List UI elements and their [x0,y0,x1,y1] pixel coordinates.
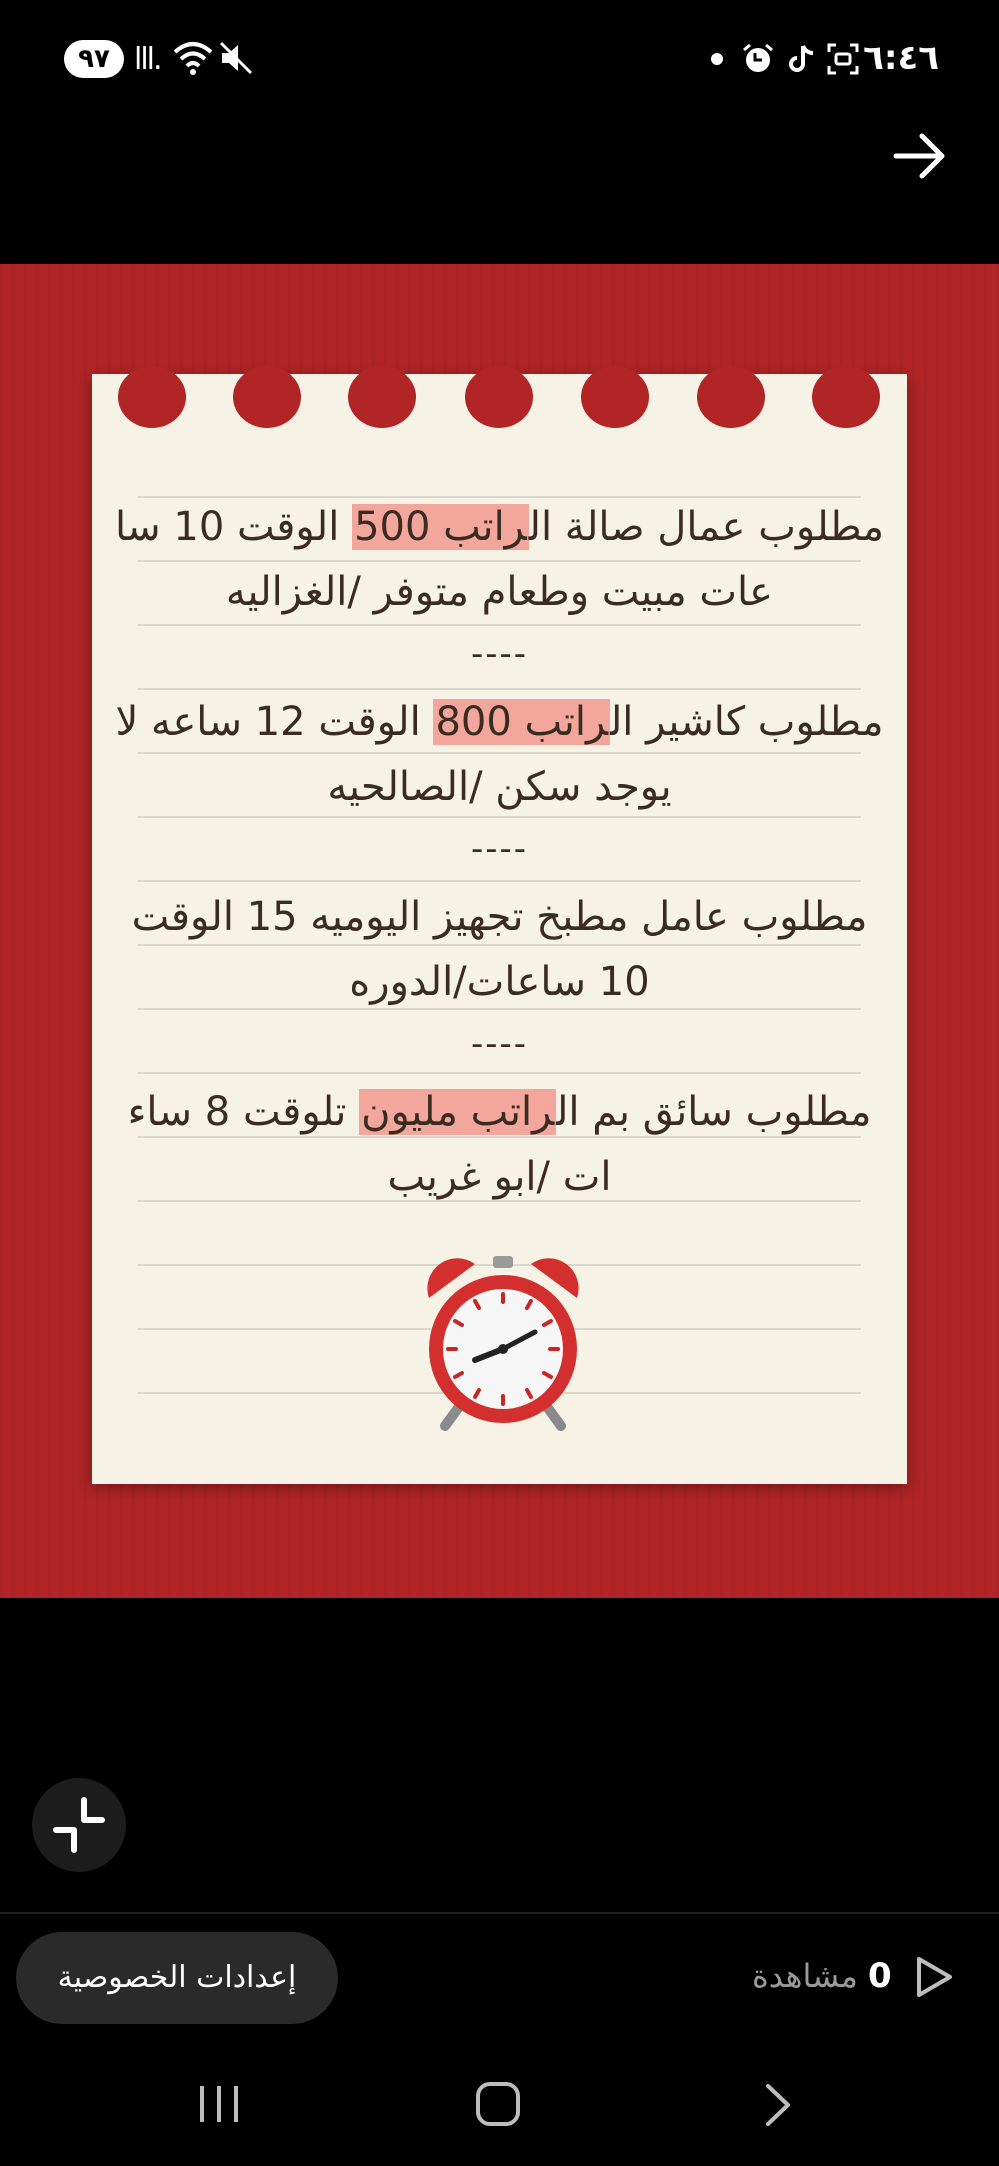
job-2-line-2: يوجد سكن /الصالحيه [327,764,672,810]
screenshot-icon [826,42,860,76]
paper-hole [581,366,649,428]
story-image [0,264,999,1598]
wifi-icon [172,38,214,78]
footer-divider [0,1912,999,1914]
back-icon[interactable] [760,2082,796,2128]
signal-icon: lll. [134,42,161,77]
paper-hole [348,366,416,428]
views-number: 0 [868,1956,892,1996]
views-count[interactable] [752,1956,892,1996]
play-icon[interactable] [914,1955,954,1999]
job-1-line-1: مطلوب عمال صالة الراتب 500 الوقت 10 سا [114,504,885,550]
paper-rule [138,752,861,754]
privacy-settings-button[interactable]: إعدادات الخصوصية [16,1932,338,2024]
home-icon[interactable] [476,2082,520,2126]
collapse-button[interactable] [32,1778,126,1872]
paper-rule [138,944,861,946]
notification-dot [711,53,723,65]
navigation-bar [0,2060,999,2166]
collapse-icon [32,1778,126,1872]
recent-apps-icon[interactable] [196,2082,242,2126]
separator: ---- [470,829,529,869]
paper-rule [138,624,861,626]
separator: ---- [470,1024,529,1064]
paper-hole [812,366,880,428]
job-1-line-2: عات مبيت وطعام متوفر /الغزاليه [225,569,774,615]
paper-rule [138,1136,861,1138]
paper-rule [138,1072,861,1074]
paper-rule [138,496,861,498]
views-label: مشاهدة [752,1957,858,1995]
paper-hole [118,366,186,428]
paper-rule [138,688,861,690]
job-3-line-1: مطلوب عامل مطبخ تجهيز اليوميه 15 الوقت [131,894,868,940]
paper-rule [138,880,861,882]
battery-indicator: ٩٧ [64,40,124,78]
mute-icon [218,40,254,76]
status-bar [0,0,999,120]
note-paper [92,374,907,1484]
paper-hole [465,366,533,428]
job-4-line-2: ات /ابو غريب [387,1154,612,1200]
paper-rule [138,1008,861,1010]
forward-arrow-icon[interactable] [890,128,950,184]
clock: ٦:٤٦ [863,38,939,78]
job-2-line-1: مطلوب كاشير الراتب 800 الوقت 12 ساعه لا [115,699,884,745]
alarm-clock-icon [423,1254,583,1434]
paper-rule [138,1200,861,1202]
paper-hole [697,366,765,428]
paper-rule [138,816,861,818]
separator: ---- [470,634,529,674]
paper-rule [138,560,861,562]
job-3-line-2: 10 ساعات/الدوره [349,959,650,1005]
alarm-icon [741,42,775,76]
paper-hole [233,366,301,428]
tiktok-icon [786,42,820,76]
job-4-line-1: مطلوب سائق بم الراتب مليون تلوقت 8 ساء [127,1089,872,1135]
